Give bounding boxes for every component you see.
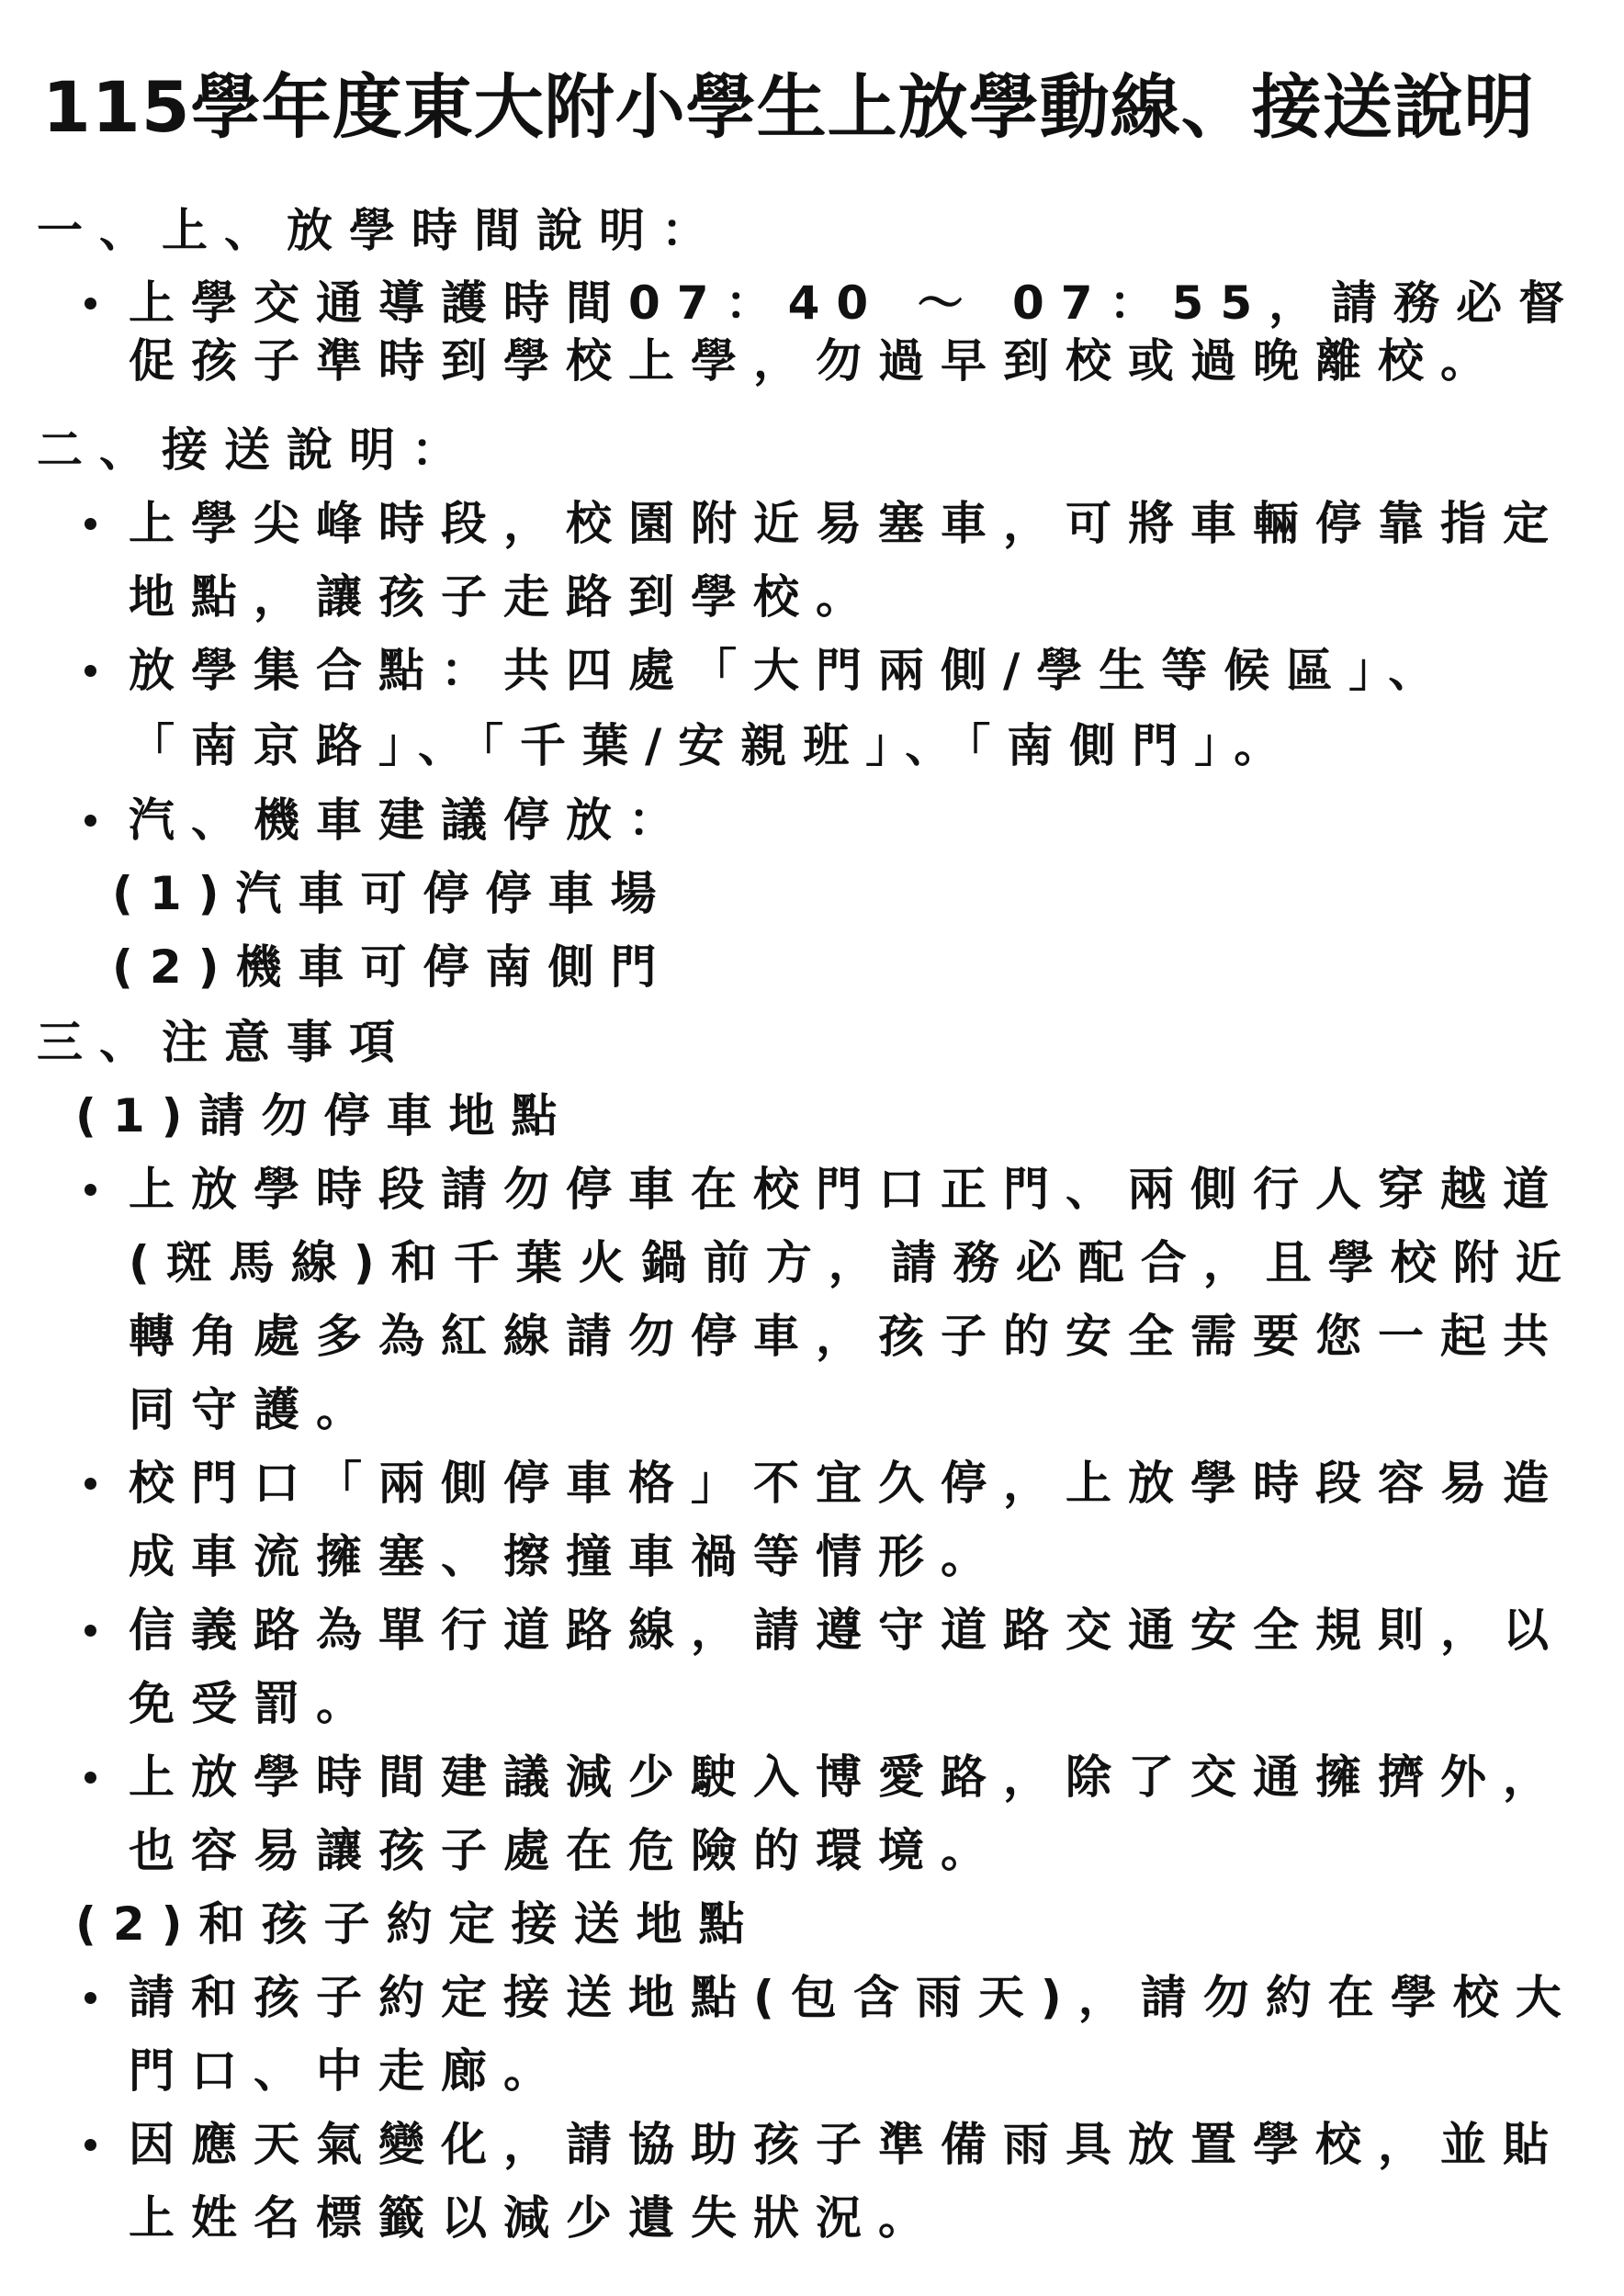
- bullet-item-line: 同守護。: [129, 1383, 378, 1436]
- bullet-item-line: 請和孩子約定接送地點(包含雨天)，請勿約在學校大: [129, 1971, 1578, 2024]
- bullet-icon: [85, 518, 96, 530]
- bullet-item-line: 轉角處多為紅線請勿停車，孩子的安全需要您一起共: [129, 1310, 1565, 1363]
- bullet-item-line: 地點，讓孩子走路到學校。: [129, 570, 878, 624]
- bullet-item-line: 上放學時間建議減少駛入博愛路，除了交通擁擠外，: [129, 1750, 1565, 1804]
- subsection-heading: (1)請勿停車地點: [75, 1089, 574, 1142]
- bullet-icon: [85, 1625, 96, 1637]
- subsection-heading: (2)和孩子約定接送地點: [75, 1897, 761, 1951]
- bullet-icon: [85, 1184, 96, 1196]
- parking-option: (2)機車可停南側門: [112, 940, 673, 994]
- bullet-item-line: 促孩子準時到學校上學，勿過早到校或過晚離校。: [129, 334, 1503, 388]
- bullet-item-line: (斑馬線)和千葉火鍋前方，請務必配合，且學校附近: [129, 1236, 1578, 1289]
- page-title: 115學年度東大附小學生上放學動線、接送說明: [42, 66, 1535, 148]
- bullet-item-line: 放學集合點：共四處「大門兩側/學生等候區」、: [129, 644, 1451, 697]
- bullet-icon: [85, 1478, 96, 1490]
- bullet-item-line: 校門口「兩側停車格」不宜久停，上放學時段容易造: [129, 1457, 1565, 1510]
- bullet-item-line: 也容易讓孩子處在危險的環境。: [129, 1824, 1003, 1877]
- bullet-icon: [85, 1772, 96, 1784]
- bullet-item-line: 「南京路」、「千葉/安親班」、「南側門」。: [129, 719, 1297, 772]
- bullet-icon: [85, 665, 96, 677]
- bullet-item-line: 上姓名標籤以減少遺失狀況。: [129, 2191, 941, 2245]
- parking-option: (1)汽車可停停車場: [112, 867, 673, 920]
- bullet-item-line: 成車流擁塞、擦撞車禍等情形。: [129, 1530, 1003, 1583]
- section-heading: 一、上、放學時間說明：: [37, 204, 724, 257]
- bullet-item-line: 免受罰。: [129, 1677, 378, 1730]
- section-heading: 三、注意事項: [37, 1016, 412, 1069]
- section-heading: 二、接送說明：: [37, 423, 474, 477]
- bullet-item-line: 上學交通導護時間07：40 ～ 07：55，請務必督: [129, 276, 1582, 330]
- bullet-item-line: 上放學時段請勿停車在校門口正門、兩側行人穿越道: [129, 1163, 1565, 1216]
- bullet-icon: [85, 2139, 96, 2151]
- bullet-icon: [85, 1992, 96, 2004]
- bullet-item-line: 因應天氣變化，請協助孩子準備雨具放置學校，並貼: [129, 2118, 1565, 2171]
- bullet-item-line: 上學尖峰時段，校園附近易塞車，可將車輛停靠指定: [129, 497, 1565, 550]
- bullet-icon: [85, 298, 96, 310]
- bullet-item-line: 門口、中走廊。: [129, 2044, 566, 2098]
- bullet-item-line: 信義路為單行道路線，請遵守道路交通安全規則，以: [129, 1604, 1565, 1657]
- bullet-icon: [85, 815, 96, 827]
- bullet-item-line: 汽、機車建議停放：: [129, 793, 691, 847]
